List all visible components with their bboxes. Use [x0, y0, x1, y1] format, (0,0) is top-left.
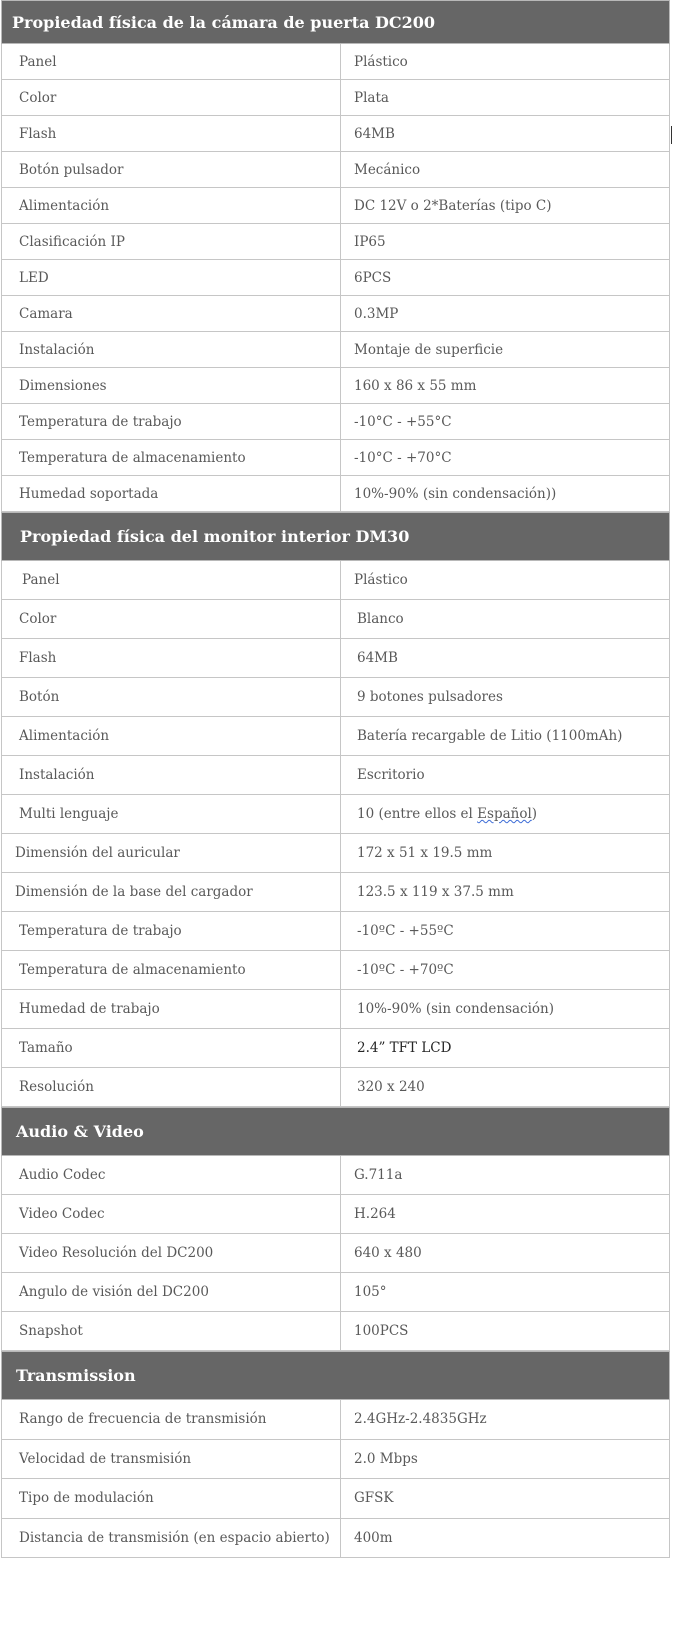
row-value: 6PCS	[354, 269, 392, 286]
table-row	[1, 1195, 670, 1234]
row-key: Multi lenguaje	[2, 795, 341, 833]
section-audio-video	[1, 1107, 670, 1351]
section-header: Propiedad física del monitor interior DM30	[1, 512, 670, 561]
row-key: Resolución	[2, 1068, 341, 1106]
row-key: Dimensiones	[2, 368, 341, 403]
row-value: 64MB	[357, 650, 398, 666]
table-row	[1, 1029, 670, 1068]
row-key: Flash	[2, 116, 341, 151]
row-value: Montaje de superficie	[354, 341, 504, 358]
row-key: Botón	[2, 678, 341, 716]
row-value: 640 x 480	[354, 1245, 422, 1261]
table-row	[1, 80, 670, 116]
table-row	[1, 990, 670, 1029]
table-row	[1, 116, 670, 152]
table-row	[1, 1479, 670, 1519]
table-row	[1, 152, 670, 188]
row-value: Batería recargable de Litio (1100mAh)	[357, 728, 623, 744]
row-key: Camara	[2, 296, 341, 331]
table-row	[1, 260, 670, 296]
table-row	[1, 873, 670, 912]
row-key: Alimentación	[2, 188, 341, 223]
row-key: Flash	[2, 639, 341, 677]
table-row	[1, 1519, 670, 1559]
spec-table	[1, 0, 670, 1558]
row-value: 172 x 51 x 19.5 mm	[357, 845, 493, 861]
row-value: Plata	[354, 89, 389, 106]
table-row	[1, 912, 670, 951]
row-value: Plástico	[354, 572, 408, 588]
table-row	[1, 296, 670, 332]
row-value: 160 x 86 x 55 mm	[354, 377, 477, 394]
row-key: Angulo de visión del DC200	[2, 1273, 341, 1311]
table-row	[1, 951, 670, 990]
table-row	[1, 678, 670, 717]
row-key: Panel	[2, 561, 341, 599]
table-row	[1, 440, 670, 476]
row-value: GFSK	[354, 1490, 394, 1507]
row-value: Blanco	[357, 611, 404, 627]
table-row	[1, 1312, 670, 1351]
row-value: 9 botones pulsadores	[357, 689, 503, 705]
row-key: Color	[2, 80, 341, 115]
row-value: 0.3MP	[354, 305, 399, 322]
row-key: Velocidad de transmisión	[2, 1440, 341, 1479]
row-key: Video Codec	[2, 1195, 341, 1233]
table-row	[1, 332, 670, 368]
table-row	[1, 756, 670, 795]
row-key: LED	[2, 260, 341, 295]
section-header: Transmission	[1, 1351, 670, 1400]
row-value: 100PCS	[354, 1323, 409, 1339]
table-row	[1, 224, 670, 260]
row-value: Plástico	[354, 53, 408, 70]
row-key: Instalación	[2, 332, 341, 367]
row-value: 320 x 240	[357, 1079, 425, 1095]
table-row	[1, 1400, 670, 1440]
row-key: Humedad de trabajo	[2, 990, 341, 1028]
section-indoor-monitor	[1, 512, 670, 1107]
row-value: 10%-90% (sin condensación)	[357, 1001, 555, 1017]
section-header: Audio & Video	[1, 1107, 670, 1156]
row-key: Temperatura de almacenamiento	[2, 951, 341, 989]
row-value: -10ºC - +70ºC	[357, 962, 454, 978]
section-door-camera	[1, 0, 670, 512]
row-value: 2.4GHz-2.4835GHz	[354, 1411, 487, 1428]
row-value: -10ºC - +55ºC	[357, 923, 454, 939]
row-key: Temperatura de almacenamiento	[2, 440, 341, 475]
row-key: Color	[2, 600, 341, 638]
row-value: Mecánico	[354, 161, 421, 178]
row-value: -10°C - +55°C	[354, 413, 452, 430]
spellcheck-word: Español	[477, 806, 532, 822]
row-value: DC 12V o 2*Baterías (tipo C)	[354, 197, 552, 214]
text-cursor	[671, 126, 672, 144]
value-text: 10 (entre ellos el	[357, 806, 478, 822]
row-key: Tamaño	[2, 1029, 341, 1067]
row-key: Rango de frecuencia de transmisión	[2, 1400, 341, 1439]
row-key: Instalación	[2, 756, 341, 794]
row-key: Dimensión de la base del cargador	[2, 873, 341, 911]
row-value: 400m	[354, 1529, 393, 1546]
table-row	[1, 561, 670, 600]
table-row	[1, 44, 670, 80]
section-transmission	[1, 1351, 670, 1558]
row-key: Clasificación IP	[2, 224, 341, 259]
row-key: Distancia de transmisión (en espacio abierto)	[2, 1519, 341, 1558]
row-value: 2.4” TFT LCD	[357, 1040, 452, 1056]
table-row	[1, 1234, 670, 1273]
row-value	[341, 795, 669, 833]
table-row	[1, 717, 670, 756]
row-key: Dimensión del auricular	[2, 834, 341, 872]
row-key: Snapshot	[2, 1312, 341, 1350]
table-row	[1, 795, 670, 834]
table-row	[1, 1156, 670, 1195]
row-value: Escritorio	[357, 767, 425, 783]
row-value: G.711a	[354, 1167, 403, 1183]
row-value: H.264	[354, 1206, 396, 1222]
row-value: 2.0 Mbps	[354, 1450, 418, 1467]
row-key: Botón pulsador	[2, 152, 341, 187]
row-key: Temperatura de trabajo	[2, 404, 341, 439]
table-row	[1, 1273, 670, 1312]
row-value: -10°C - +70°C	[354, 449, 452, 466]
table-row	[1, 600, 670, 639]
section-header: Propiedad física de la cámara de puerta DC200	[1, 0, 670, 44]
table-row	[1, 404, 670, 440]
table-row	[1, 1068, 670, 1107]
row-key: Humedad soportada	[2, 476, 341, 511]
row-key: Video Resolución del DC200	[2, 1234, 341, 1272]
row-value: 123.5 x 119 x 37.5 mm	[357, 884, 514, 900]
table-row	[1, 1440, 670, 1480]
row-key: Temperatura de trabajo	[2, 912, 341, 950]
table-row	[1, 188, 670, 224]
row-key: Audio Codec	[2, 1156, 341, 1194]
table-row	[1, 476, 670, 512]
table-row	[1, 834, 670, 873]
row-value: 105°	[354, 1284, 387, 1300]
row-value: IP65	[354, 233, 386, 250]
row-key: Tipo de modulación	[2, 1479, 341, 1518]
table-row	[1, 368, 670, 404]
row-value: 64MB	[354, 125, 395, 142]
row-key: Panel	[2, 44, 341, 79]
row-value: 10%-90% (sin condensación))	[354, 485, 557, 502]
value-text-tail: )	[531, 806, 538, 822]
row-key: Alimentación	[2, 717, 341, 755]
table-row	[1, 639, 670, 678]
